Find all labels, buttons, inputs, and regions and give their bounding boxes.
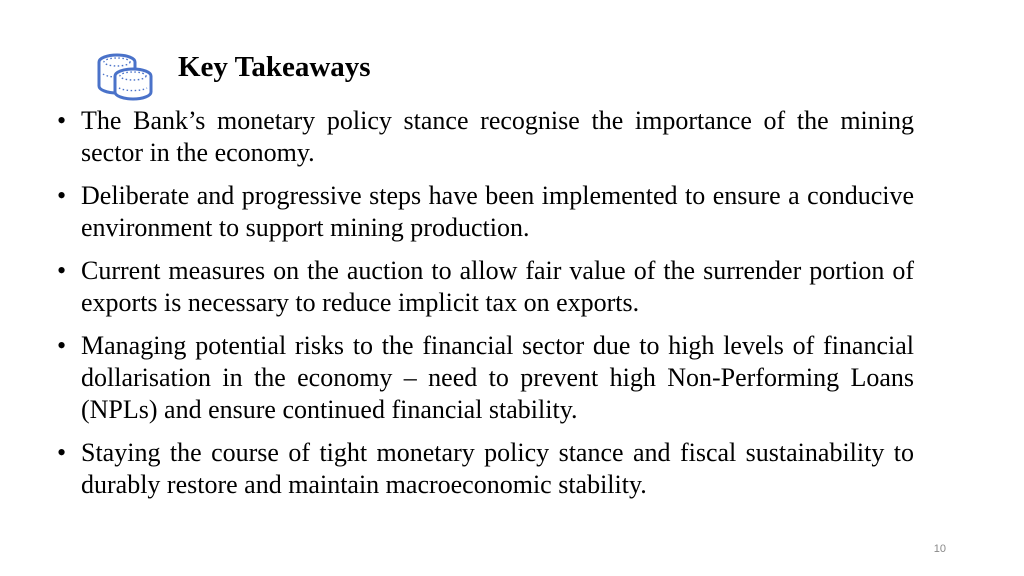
bullet-icon: • <box>57 256 67 285</box>
list-item <box>57 437 914 501</box>
bullet-text: The Bank’s monetary policy stance recognise the importance of the mining sector in the economy. <box>81 106 914 167</box>
page-number: 10 <box>933 543 946 555</box>
list-item <box>57 180 914 244</box>
bullet-icon: • <box>57 331 67 360</box>
list-item <box>57 105 914 169</box>
coins-icon <box>95 50 155 102</box>
bullet-text: Managing potential risks to the financial sector due to high levels of financial dollarisation in the economy – need to prevent high Non-Performing Loans (NPLs) and ensure continued financial stability. <box>81 331 914 424</box>
bullet-text: Staying the course of tight monetary policy stance and fiscal sustainability to durably restore and maintain macroeconomic stability. <box>81 438 914 499</box>
list-item <box>57 255 914 319</box>
slide-title: Key Takeaways <box>178 51 371 83</box>
bullet-icon: • <box>57 181 67 210</box>
bullet-text: Deliberate and progressive steps have been implemented to ensure a conducive environment to support mining production. <box>81 181 914 242</box>
bullet-list <box>57 105 914 512</box>
bullet-text: Current measures on the auction to allow fair value of the surrender portion of exports is necessary to reduce implicit tax on exports. <box>81 256 914 317</box>
bullet-icon: • <box>57 106 67 135</box>
bullet-icon: • <box>57 438 67 467</box>
list-item <box>57 330 914 426</box>
